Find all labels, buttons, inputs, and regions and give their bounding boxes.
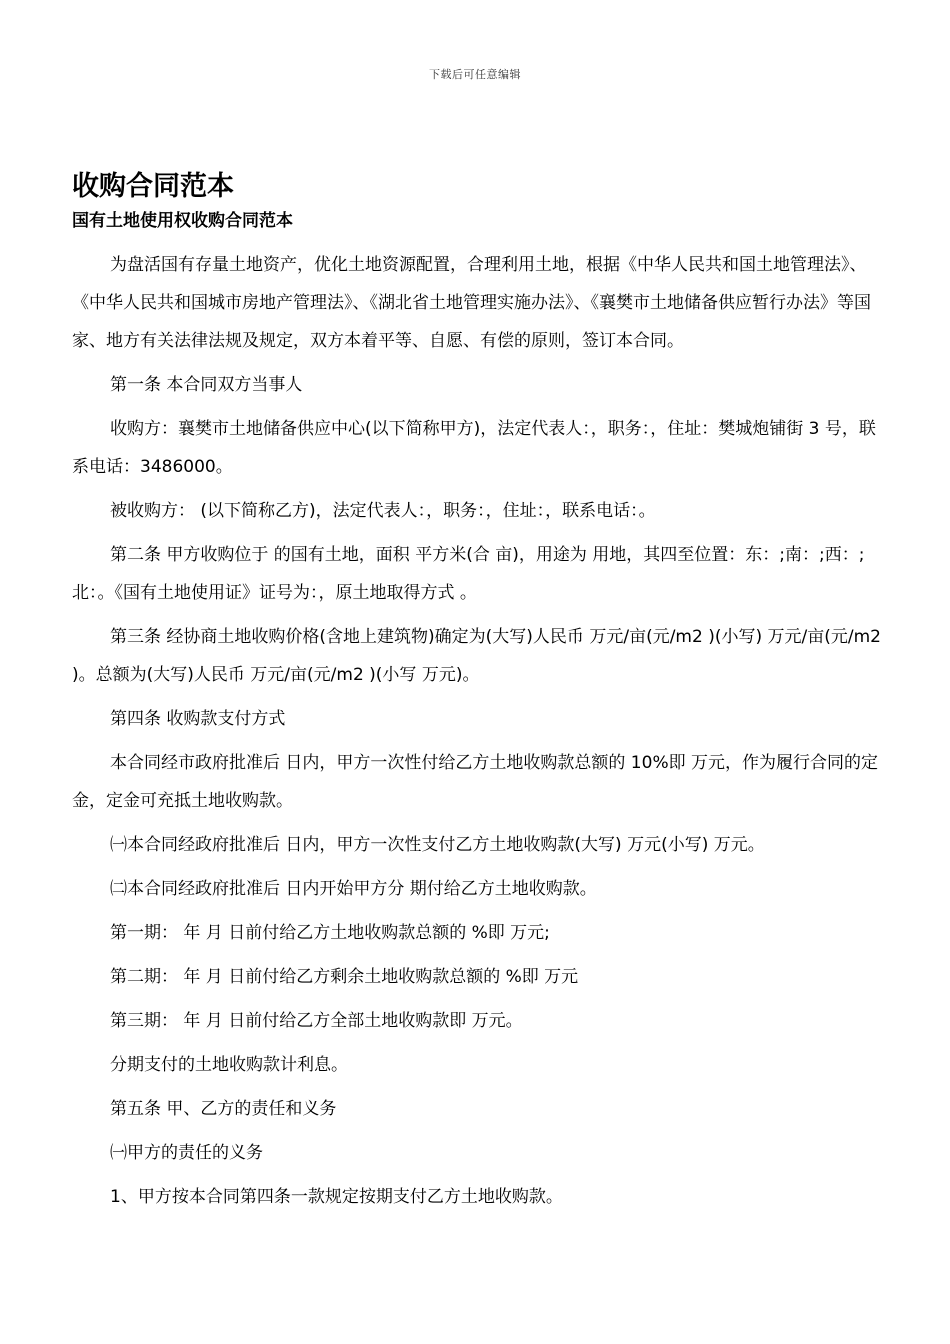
paragraph-seller: 被收购方： (以下简称乙方)，法定代表人：，职务：，住址：，联系电话：。 <box>110 501 656 521</box>
paragraph-article-2: 第二条 甲方收购位于 的国有土地，面积 平方米(合 亩)，用途为 用地，其四至位置：东：;南：;西：;北：。《国有土地使用证》证号为：，原土地取得方式 。 <box>72 545 865 603</box>
paragraph-article-1: 第一条 本合同双方当事人 <box>110 375 303 395</box>
paragraph-phase-2: 第二期： 年 月 日前付给乙方剩余土地收购款总额的 %即 万元 <box>110 967 579 987</box>
paragraph-duty-1: 1、甲方按本合同第四条一款规定按期支付乙方土地收购款。 <box>110 1187 563 1207</box>
header-note: 下载后可任意编辑 <box>429 68 521 81</box>
document-title: 收购合同范本 <box>72 171 234 202</box>
document-body <box>72 246 884 1222</box>
paragraph-buyer: 收购方：襄樊市土地储备供应中心(以下简称甲方)，法定代表人：，职务：，住址：樊城炮铺街 3 号，联系电话：3486000。 <box>72 419 876 477</box>
paragraph-article-3: 第三条 经协商土地收购价格(含地上建筑物)确定为(大写)人民币 万元/亩(元/m2 )(小写) 万元/亩(元/m2 )。总额为(大写)人民币 万元/亩(元/m2 )(小写 万元)。 <box>72 627 881 685</box>
paragraph-phase-1: 第一期： 年 月 日前付给乙方土地收购款总额的 %即 万元; <box>110 923 550 943</box>
document-subtitle: 国有土地使用权收购合同范本 <box>72 211 293 231</box>
paragraph-lump-sum: ㈠本合同经政府批准后 日内，甲方一次性支付乙方土地收购款(大写) 万元(小写) 万元。 <box>110 835 765 855</box>
paragraph-deposit: 本合同经市政府批准后 日内，甲方一次性付给乙方土地收购款总额的 10%即 万元，作为履行合同的定金，定金可充抵土地收购款。 <box>72 753 878 811</box>
paragraph-article-4: 第四条 收购款支付方式 <box>110 709 286 729</box>
paragraph-article-5: 第五条 甲、乙方的责任和义务 <box>110 1099 337 1119</box>
paragraph-party-a-duties: ㈠甲方的责任的义务 <box>110 1143 263 1163</box>
paragraph-phase-3: 第三期： 年 月 日前付给乙方全部土地收购款即 万元。 <box>110 1011 523 1031</box>
paragraph-preamble: 为盘活国有存量土地资产，优化土地资源配置，合理利用土地，根据《中华人民共和国土地管理法》、《中华人民共和国城市房地产管理法》、《湖北省土地管理实施办法》、《襄樊市土地储备供应暂行办法》等国家、地方有关法律法规及规定，双方本着平等、自愿、有偿的原则，签订本合同。 <box>72 255 871 351</box>
paragraph-installments: ㈡本合同经政府批准后 日内开始甲方分 期付给乙方土地收购款。 <box>110 879 597 899</box>
paragraph-interest: 分期支付的土地收购款计利息。 <box>110 1055 348 1075</box>
